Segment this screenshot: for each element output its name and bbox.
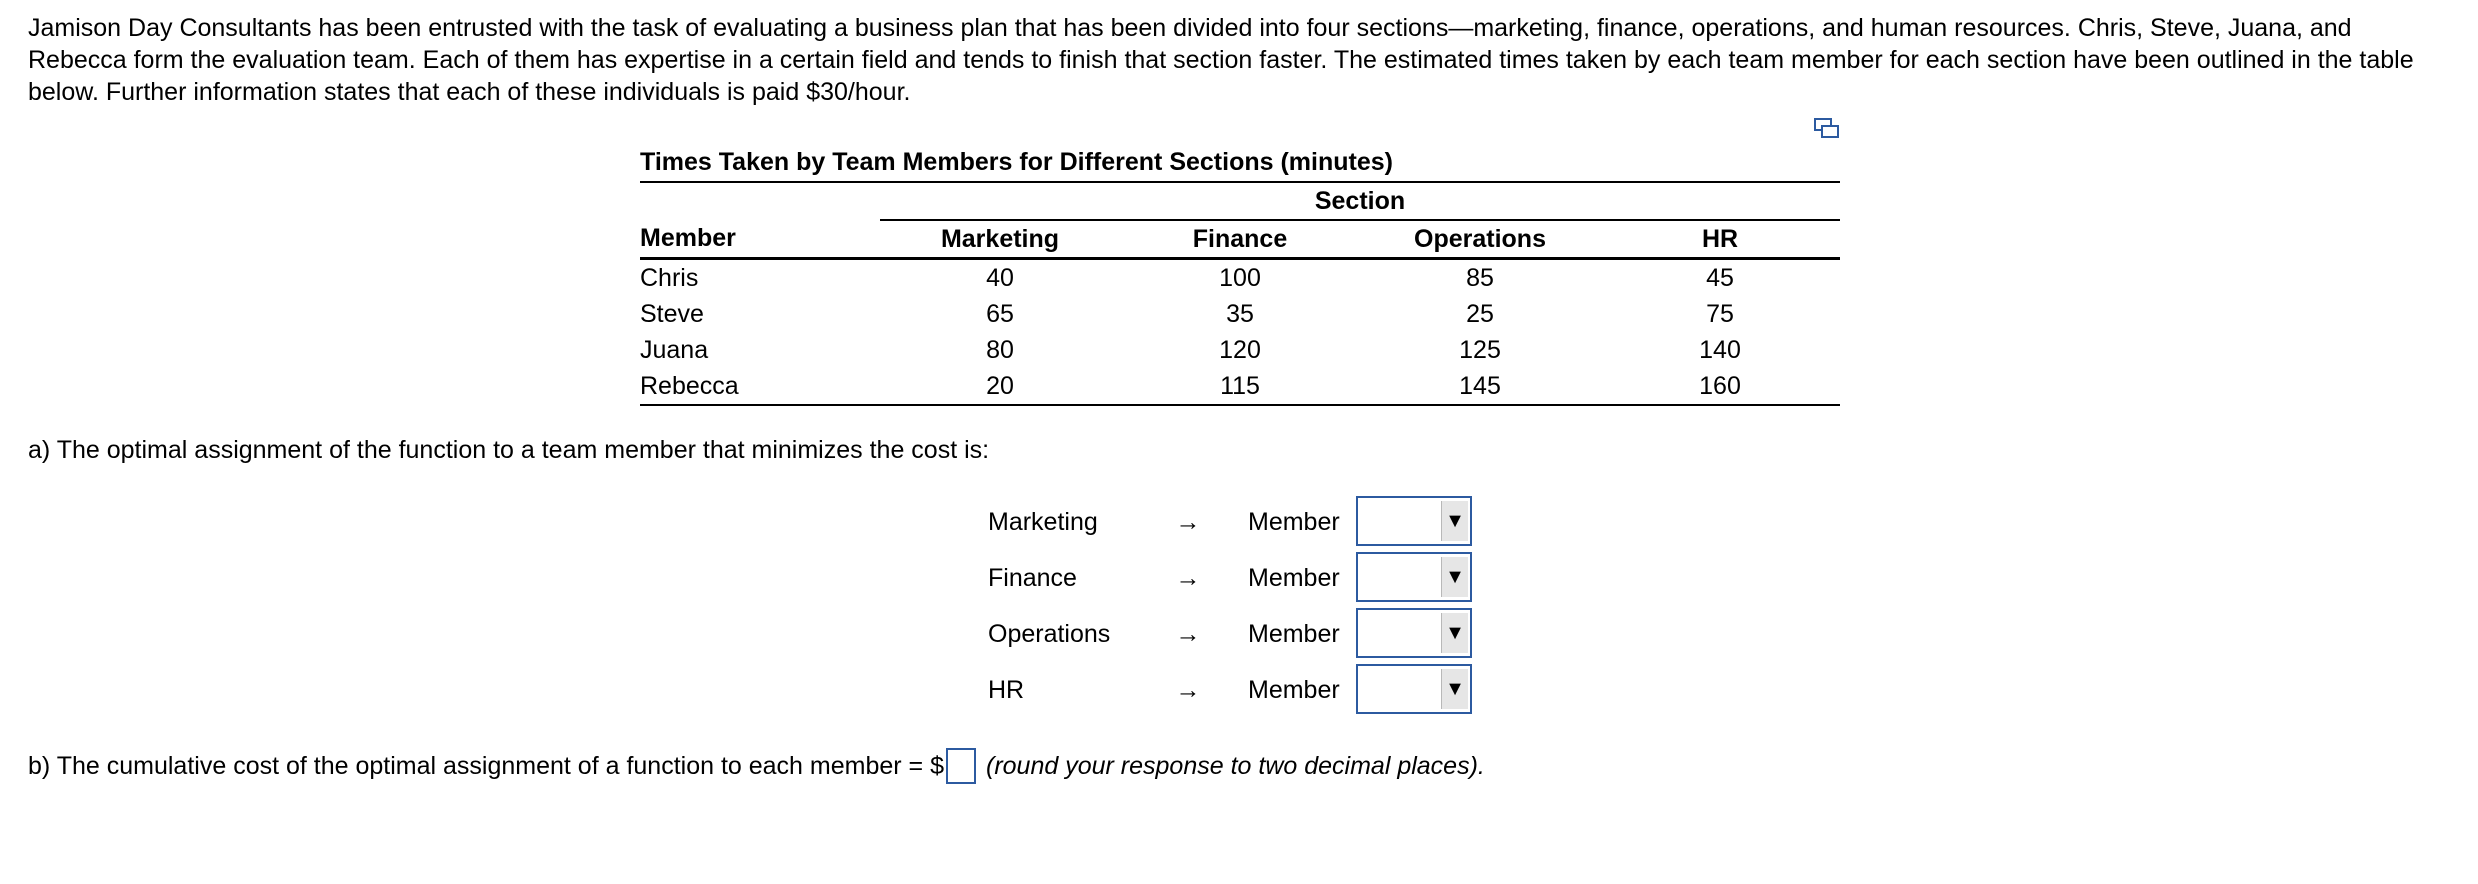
table-cell: 145 — [1360, 368, 1600, 405]
column-header-finance: Finance — [1120, 220, 1360, 259]
table-cell: 140 — [1699, 335, 1741, 364]
table-cell: 65 — [986, 299, 1014, 328]
table-cell: 40 — [986, 263, 1014, 292]
table-row — [640, 368, 1840, 405]
table-cell: 115 — [1120, 368, 1360, 405]
table-cell: 125 — [1459, 335, 1501, 364]
column-header-marketing: Marketing — [880, 220, 1120, 259]
table-cell: 45 — [1706, 263, 1734, 292]
table-cell: 120 — [1219, 335, 1261, 364]
rounding-note: (round your response to two decimal places). — [986, 751, 1485, 780]
member-label: Member — [1248, 508, 1340, 536]
member-label: Member — [1248, 676, 1340, 704]
member-label: Member — [1248, 564, 1340, 592]
problem-statement: Jamison Day Consultants has been entrusted with the task of evaluating a business plan that has been divided into four sections—marketing, finance, operations, and human resources. Chris, Steve, Juana, and Rebecca form the evaluation team. Each of them has expertise in a certain field and tends to finish that section faster. The estimated times taken by each team member for each section have been outlined in the table below. Further information states that each of these individuals is paid $30/hour. — [28, 14, 2414, 106]
copy-table-icon[interactable] — [1814, 118, 1840, 140]
member-dropdown-hr[interactable] — [1356, 664, 1472, 714]
question-b — [28, 748, 1485, 784]
section-label: HR — [988, 676, 1025, 704]
table-cell: 80 — [986, 335, 1014, 364]
table-cell: 85 — [1466, 263, 1494, 292]
column-header-operations: Operations — [1360, 220, 1600, 259]
member-dropdown-finance[interactable] — [1356, 552, 1472, 602]
dropdown-arrow-icon[interactable]: ▼ — [1441, 669, 1468, 709]
member-dropdown-operations[interactable] — [1356, 608, 1472, 658]
arrow-icon: → — [1175, 564, 1201, 592]
table-row — [640, 259, 1840, 297]
column-header-hr: HR — [1600, 220, 1840, 259]
dropdown-arrow-icon[interactable]: ▼ — [1441, 501, 1468, 541]
table-cell: 35 — [1226, 299, 1254, 328]
question-a: a) The optimal assignment of the function to a team member that minimizes the cost is: — [28, 436, 990, 464]
table-cell: 160 — [1600, 368, 1840, 405]
dropdown-arrow-icon[interactable]: ▼ — [1441, 557, 1468, 597]
table-row — [640, 332, 1840, 368]
table-row — [640, 296, 1840, 332]
member-name: Chris — [640, 263, 699, 292]
section-label: Finance — [988, 564, 1077, 592]
table-cell: 25 — [1466, 299, 1494, 328]
question-b-text: b) The cumulative cost of the optimal assignment of a function to each member = $ — [28, 751, 944, 780]
table-cell: 75 — [1706, 299, 1734, 328]
section-label: Marketing — [988, 508, 1098, 536]
section-label: Operations — [988, 620, 1111, 648]
member-column-header: Member — [640, 220, 880, 259]
table-cell: 100 — [1219, 263, 1261, 292]
member-label: Member — [1248, 620, 1340, 648]
arrow-icon: → — [1175, 676, 1201, 704]
table-caption: Times Taken by Team Members for Different Sections (minutes) — [640, 148, 1840, 183]
member-name: Juana — [640, 335, 709, 364]
member-dropdown-marketing[interactable] — [1356, 496, 1472, 546]
member-name: Steve — [640, 299, 704, 328]
arrow-icon: → — [1175, 508, 1201, 536]
arrow-icon: → — [1175, 620, 1201, 648]
times-table — [640, 148, 1840, 406]
dropdown-arrow-icon[interactable]: ▼ — [1441, 613, 1468, 653]
member-name: Rebecca — [640, 368, 880, 405]
table-cell: 20 — [880, 368, 1120, 405]
section-group-header: Section — [880, 183, 1840, 220]
cost-answer-input[interactable] — [946, 748, 976, 784]
